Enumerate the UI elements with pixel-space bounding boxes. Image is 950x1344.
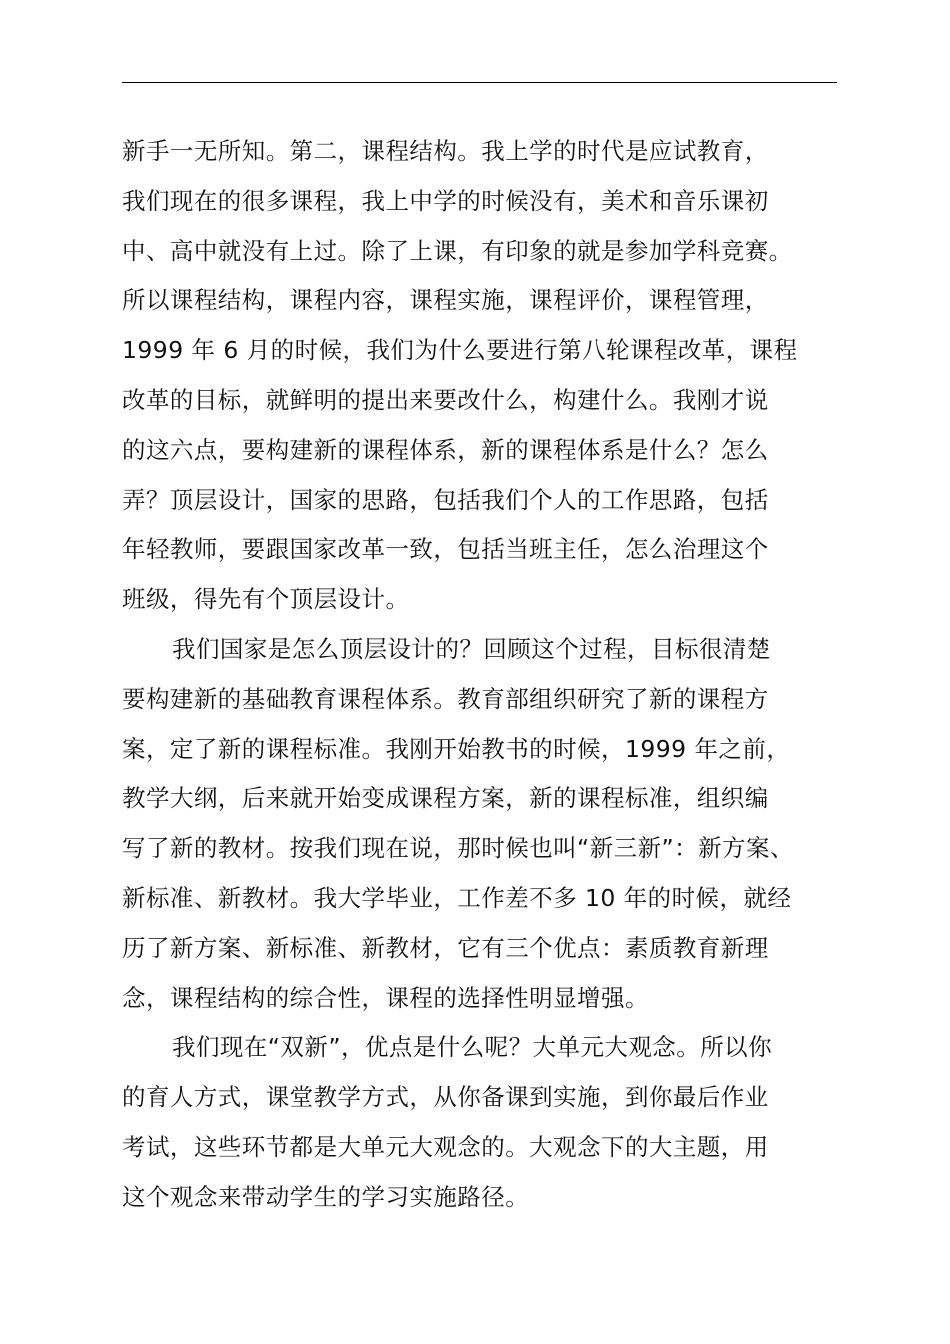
text-line: 新手一无所知。第二，课程结构。我上学的时代是应试教育， — [122, 137, 769, 165]
text-line: 我们现在“双新”，优点是什么呢？大单元大观念。所以你 — [172, 1033, 773, 1062]
document-body — [122, 127, 837, 1223]
paragraph-2 — [122, 625, 837, 1023]
paragraph-1 — [122, 127, 837, 625]
text-line: 新标准、新教材。我大学毕业，工作差不多 10 年的时候，就经 — [122, 883, 792, 912]
text-line: 改革的目标，就鲜明的提出来要改什么，构建什么。我刚才说 — [122, 385, 769, 414]
text-line: 教学大纲，后来就开始变成课程方案，新的课程标准，组织编 — [122, 784, 769, 813]
text-line: 念，课程结构的综合性，课程的选择性明显增强。 — [122, 983, 649, 1012]
text-line: 所以课程结构，课程内容，课程实施，课程评价，课程管理， — [122, 286, 769, 315]
text-line: 这个观念来带动学生的学习实施路径。 — [122, 1182, 530, 1211]
header-rule — [122, 82, 837, 83]
paragraph-3 — [122, 1023, 837, 1222]
text-line: 的育人方式，课堂教学方式，从你备课到实施，到你最后作业 — [122, 1083, 769, 1112]
text-line: 的这六点，要构建新的课程体系，新的课程体系是什么？怎么 — [122, 435, 769, 464]
text-line: 弄？顶层设计，国家的思路，包括我们个人的工作思路，包括 — [122, 485, 769, 514]
text-line: 1999 年 6 月的时候，我们为什么要进行第八轮课程改革，课程 — [122, 336, 798, 365]
text-line: 要构建新的基础教育课程体系。教育部组织研究了新的课程方 — [122, 684, 769, 713]
text-line: 我们国家是怎么顶层设计的？回顾这个过程，目标很清楚 — [172, 634, 771, 663]
text-line: 考试，这些环节都是大单元大观念的。大观念下的大主题，用 — [122, 1132, 769, 1161]
text-line: 写了新的教材。按我们现在说，那时候也叫“新三新”：新方案、 — [122, 834, 794, 863]
text-line: 我们现在的很多课程，我上中学的时候没有，美术和音乐课初 — [122, 186, 769, 215]
text-line: 班级，得先有个顶层设计。 — [122, 585, 410, 614]
text-line: 中、高中就没有上过。除了上课，有印象的就是参加学科竞赛。 — [122, 236, 793, 265]
text-line: 年轻教师，要跟国家改革一致，包括当班主任，怎么治理这个 — [122, 535, 769, 564]
text-line: 历了新方案、新标准、新教材，它有三个优点：素质教育新理 — [122, 933, 769, 962]
text-line: 案，定了新的课程标准。我刚开始教书的时候，1999 年之前， — [122, 734, 791, 763]
